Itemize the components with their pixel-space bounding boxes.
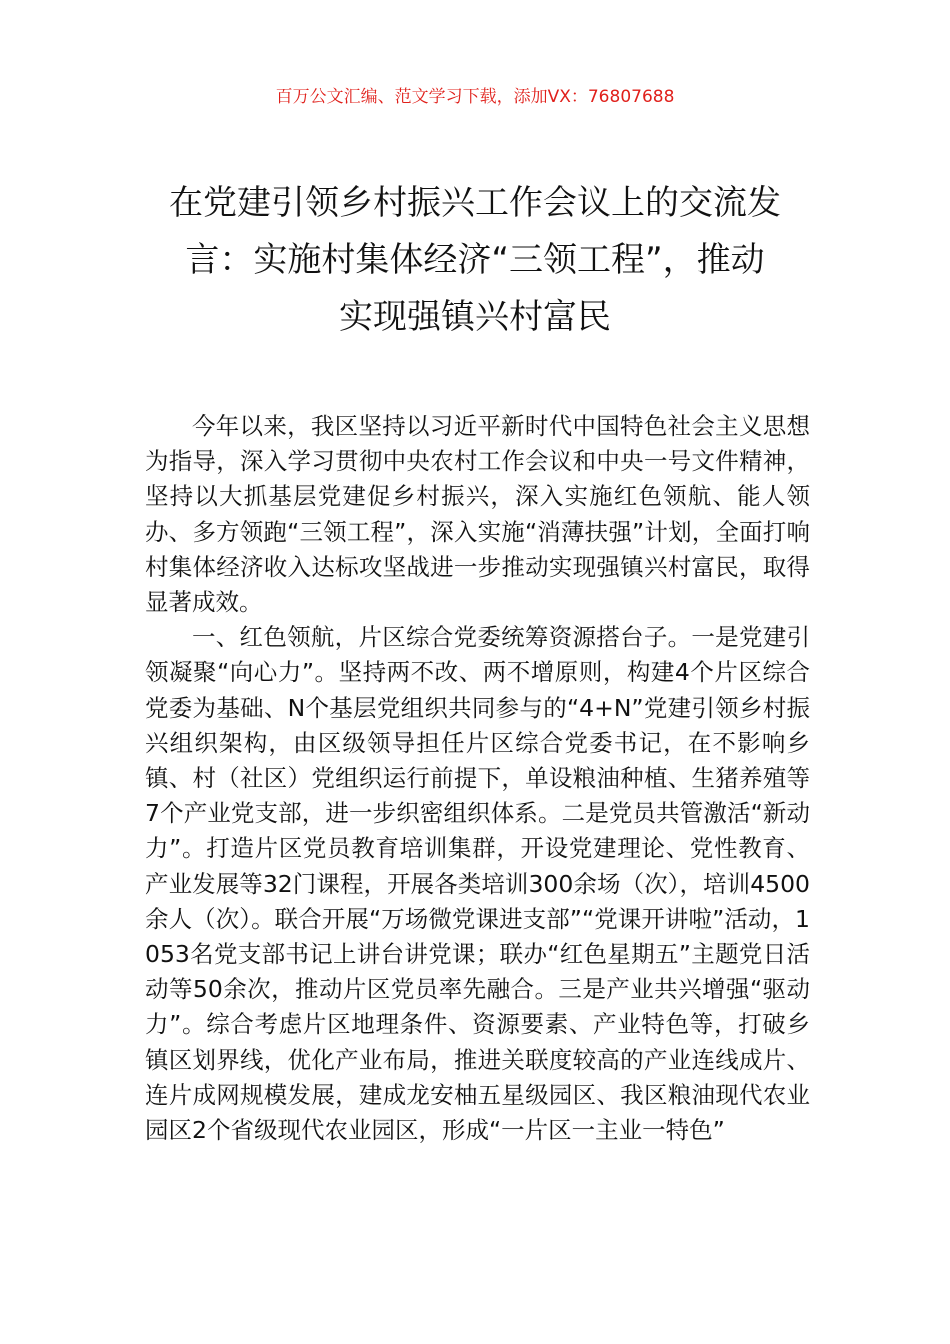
body-paragraph: 一、红色领航，片区综合党委统筹资源搭台子。一是党建引领凝聚“向心力”。坚持两不改、两不增原则，构建4个片区综合党委为基础、N个基层党组织共同参与的“4+N”党建引领乡村振兴组织架构，由区级领导担任片区综合党委书记，在不影响乡镇、村（社区）党组织运行前提下，单设粮油种植、生猪养殖等7个产业党支部，进一步织密组织体系。二是党员共管激活“新动力”。打造片区党员教育培训集群，开设党建理论、党性教育、产业发展等32门课程，开展各类培训300余场（次），培训4500余人（次）。联合开展“万场微党课进支部”“党课开讲啦”活动，1053名党支部书记上讲台讲党课；联办“红色星期五”主题党日活动等50余次，推动片区党员率先融合。三是产业共兴增强“驱动力”。综合考虑片区地理条件、资源要素、产业特色等，打破乡镇区划界线，优化产业布局，推进关联度较高的产业连线成片、连片成网规模发展，建成龙安柚五星级园区、我区粮油现代农业园区2个省级现代农业园区，形成“一片区一主业一特色” [145,623,810,1145]
document-body [145,409,810,1148]
header-watermark-note: 百万公文汇编、范文学习下载，添加VX：76807688 [275,87,675,107]
body-paragraph: 今年以来，我区坚持以习近平新时代中国特色社会主义思想为指导，深入学习贯彻中央农村工作会议和中央一号文件精神，坚持以大抓基层党建促乡村振兴，深入实施红色领航、能人领办、多方领跑“三领工程”，深入实施“消薄扶强”计划，全面打响村集体经济收入达标攻坚战进一步推动实现强镇兴村富民，取得显著成效。 [145,412,810,617]
title-line: 在党建引领乡村振兴工作会议上的交流发 [169,183,781,223]
title-line: 言：实施村集体经济“三领工程”，推动 [185,240,765,280]
document-title [140,175,810,346]
title-line: 实现强镇兴村富民 [339,297,611,337]
